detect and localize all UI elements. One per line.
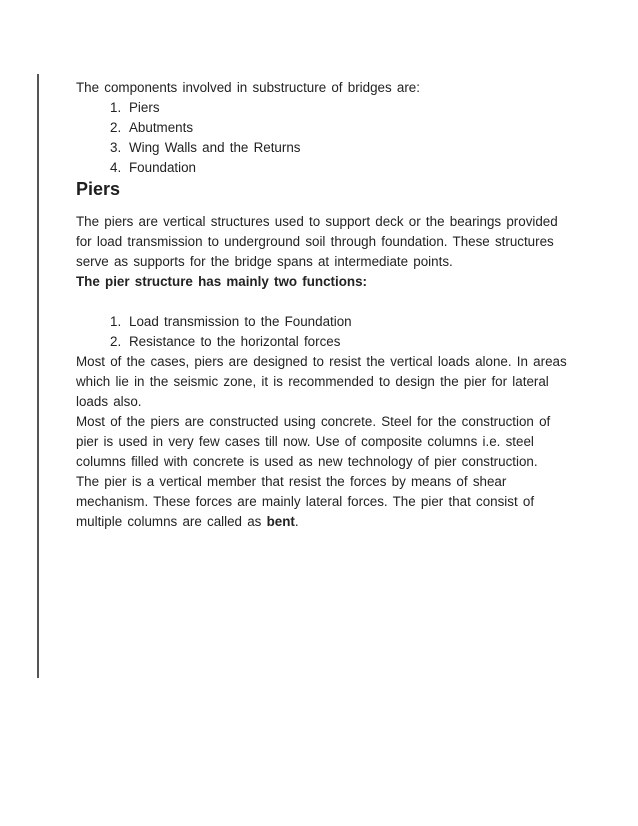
paragraph-materials: Most of the piers are constructed using concrete. Steel for the construction of pier is used in very few cases till now. Use of composite columns i.e. steel columns filled with concrete is used as new technology of pier construction. xyxy=(76,414,551,469)
section-heading: Piers xyxy=(76,179,121,199)
list-item-text: Resistance to the horizontal forces xyxy=(129,334,341,349)
list-item xyxy=(76,98,576,118)
list-item xyxy=(76,158,576,178)
intro-text: The components involved in substructure of bridges are: xyxy=(76,80,420,95)
bent-term: bent xyxy=(266,514,295,529)
list-number: 1. xyxy=(110,314,122,329)
list-number: 2. xyxy=(110,334,122,349)
list-number: 2. xyxy=(110,120,122,135)
list-number: 1. xyxy=(110,100,122,115)
list-item xyxy=(76,118,576,138)
paragraph-piers-definition: The piers are vertical structures used to support deck or the bearings provided for load transmission to underground soil through foundation. These structures serve as supports for the bridge spans at intermediate points. xyxy=(76,214,558,269)
paragraph-bent-end: . xyxy=(294,514,299,529)
document-body xyxy=(76,78,576,532)
paragraph-bent xyxy=(76,472,576,532)
list-number: 4. xyxy=(110,160,122,175)
margin-rule xyxy=(37,74,39,678)
list-number: 3. xyxy=(110,140,122,155)
components-list xyxy=(76,98,576,178)
list-item-text: Load transmission to the Foundation xyxy=(129,314,352,329)
list-item xyxy=(76,138,576,158)
list-item xyxy=(76,312,576,332)
paragraph-design-loads: Most of the cases, piers are designed to resist the vertical loads alone. In areas which lie in the seismic zone, it is recommended to design the pier for lateral loads also. xyxy=(76,354,567,409)
functions-list xyxy=(76,312,576,352)
list-item-text: Abutments xyxy=(129,120,194,135)
list-item xyxy=(76,332,576,352)
functions-heading: The pier structure has mainly two functions: xyxy=(76,274,367,289)
list-item-text: Foundation xyxy=(129,160,197,175)
list-item-text: Piers xyxy=(129,100,160,115)
list-item-text: Wing Walls and the Returns xyxy=(129,140,301,155)
paragraph-bent-text: The pier is a vertical member that resist the forces by means of shear mechanism. These forces are mainly lateral forces. The pier that consist of multiple columns are called as xyxy=(76,474,535,529)
